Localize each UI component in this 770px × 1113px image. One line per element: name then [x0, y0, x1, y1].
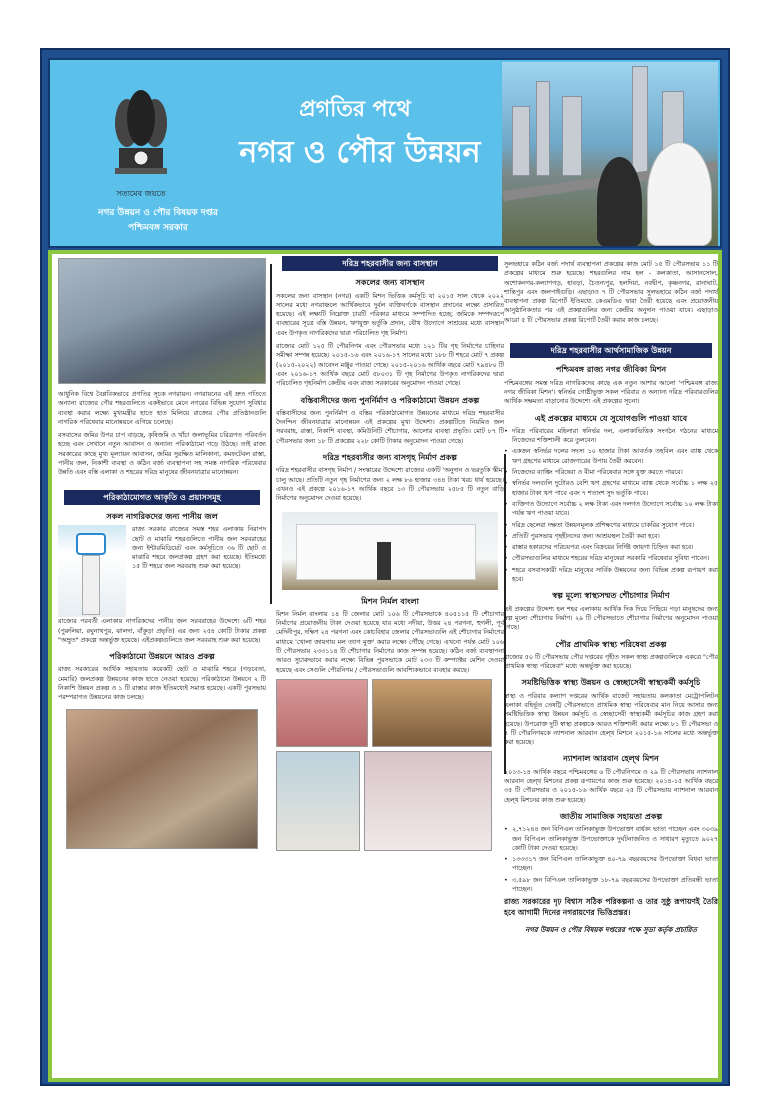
column-divider	[270, 264, 272, 604]
closing-statement: রাজ্য সরকারের দৃঢ় বিশ্বাস সঠিক পরিকল্পনা ও তার সুষ্ঠু রূপায়ণই তৈরি হবে আগামী দিনের নগরায়ণের ভিত্তিপ্রস্তর।	[504, 897, 718, 918]
heading-poor-housing: দরিদ্র শহরবাসীর জন্য বাসগৃহ নির্মাণ প্রকল্প	[323, 453, 457, 463]
mission-nirmal-bangla-text: মিশন নির্মল বাংলায় ১৪ টি জেলার মোট ১০৬ টি পৌরসভাকে ৪০৫১১৫ টি শৌচাগার নির্মাণের প্রয়োজনীয় টাকা দেওয়া হয়েছে যার মধ্যে নদীয়া, উত্তর ২৪ পরগনা, হুগলী, পূর্ব মেদিনীপুর, দক্ষিণ ২৪ পরগনা এবং কোচবিহার জেলার পৌরসভাগুলি এই শৌচাগার নির্মাণের মাধ্যমে 'খোলা জায়গায় মল ত্যাগ মুক্ত' করার লক্ষ্যে পৌঁছে গেছে। এখনো পর্যন্ত মোট ১০৬ টি পৌরসভায় ২৩৩১১৪ টি শৌচাগার নির্মাণের কাজ সম্পন্ন হয়েছে। কঠিন বর্জ্য ব্যবস্থাপনা আরও সুচারুভাবে করার লক্ষ্যে বিভিন্ন পুরসভাকে মোট ২৩৩ টি কম্প্যাক্টর মেশিন দেওয়া হয়েছে এবং সেগুলি পৌরনিগম / পৌরসভাগুলি আবশ্যিকভাবে ব্যবহার করছে।	[276, 610, 504, 674]
list-item: • একজন স্বনির্ভর দলের সদস্য ১০ হাজার টাকা আবর্তক তহবিল এবং ব্যাঙ্ক থেকে ঋণ গ্রহণের মাধ্যমে রোজগারের উপায় তৈরী করবেন।	[504, 447, 718, 466]
drinking-water-text: রাজ্য সরকার রাজ্যের সমস্ত শহর এলাকায় নিরাপদ ছোট ও মাঝারি শহরগুলিতে পানীয় জল সরবরাহের জন্য ইন্টারমিডিয়েট এবং কর্মসূচিতে ৩৬ টি ছোট ও মাঝারি শহরে জলপ্রকল্প গ্রহণ করা হয়েছে। ইতিমধ্যে ১৫ টি শহরে জল সরবরাহ শুরু করা হয়েছে।	[132, 526, 266, 571]
section-bar-infrastructure: পরিকাঠামোগত আকৃতি ও প্রয়াসসমূহ	[64, 490, 260, 505]
heading-low-cost-toilets: স্বল্প মূল্যে স্বাস্থ্যসম্মত শৌচাগার নির্মাণ	[552, 591, 670, 601]
heading-benefits: এই প্রকল্পের মাধ্যমে যে সুযোগগুলি পাওয়া যাবে	[534, 413, 688, 423]
more-infrastructure-text: রাজ্য সরকারের আর্থিক সহায়তায় কয়েকটি ছোট ও মাঝারি শহরে (গড়বেতা, মেমারি) জলপ্রকল্প উন্নয়নের কাজ হাতে নেওয়া হয়েছে। পরিকাঠামো উন্নয়নে ২ টি নিকাশি উন্নয়ন প্রকল্প ও ১ টি রাস্তার কাজ ইতিমধ্যেই সমাপ্ত হয়েছে। একটি পুরসভায় পরম্পরাগত উন্নয়নের কাজ চলছে।	[58, 666, 266, 702]
health-worker-photo	[276, 679, 368, 747]
list-item: • শহরে বসবাসকারী দরিদ্র মানুষের সার্বিক উন্নয়নের জন্য বিভিন্ন প্রকল্প রূপায়ণ করা হবে।	[504, 566, 718, 585]
low-cost-toilets-text: এই প্রকল্পের উদ্দেশ্য হল শহর এলাকায় আর্থিক দিক দিয়ে পিছিয়ে পড়া মানুষদের জন্য স্বল্প মূল্যে শৌচাগার নির্মাণ। ২৯ টি পৌরসভাতে শৌচাগার নির্মাণের অনুমোদন পাওয়া গেছে।	[504, 605, 718, 632]
flyover-photo	[58, 258, 266, 384]
drinking-water-text-2: রাজ্যের পরবর্তী এলাকায় নাগরিকদের পানীয় জল সরবরাহের উদ্দেশ্যে ৬টি শহর (পুরুলিয়া, রঘুনাথপুর, ঝালদা, বাঁকুড়া প্রভৃতি) এর জন্য ২৫৪ কোটি টাকার প্রকল্প "অম্রুত" প্রকল্পে অন্তর্ভুক্ত হয়েছে। এইপ্রকল্পগুলিতে জল সরবরাহ শুরু করা হয়েছে।	[58, 618, 266, 644]
slum-redevelopment-text: বস্তিবাসীদের জন্য পুনর্নির্মাণ ও বস্তির পরিকাঠামোগত উন্নয়নের মাধ্যমে দরিদ্র শহরবাসীর দৈনন্দিন জীবনযাত্রার মানোন্নয়ন এই প্রকল্পের মুখ্য উদ্দেশ্য। প্রকল্পটিতে নিয়মিত জল সরবরাহ, রাস্তা, নিকাশি ব্যবস্থা, কমিউনিটি শৌচাগার, আলোর ব্যবস্থা প্রভৃতি। মোট ৮৭ টি পৌরসভার জন্য ১৮ টি প্রকল্পের ২২৮ কোটি টাকার অনুমোদন পাওয়া গেছে।	[276, 409, 504, 445]
community-health-text: স্বাস্থ্য ও পরিবার কল্যাণ দপ্তরের আর্থিক বাজেট সহায়তায় কলকাতা মেট্রোপলিটন এলাকা বহির্ভূত তেষট্টি পৌরসভাতে প্রাথমিক স্বাস্থ্য পরিষেবার মান নিয়ে আসার জন্য সমষ্টিভিত্তিক স্বাস্থ্য উন্নয়ন কর্মসূচি ও স্বেচ্ছাসেবী স্বাস্থ্যকর্মী কর্মসূচির কাজ গ্রহণ করা হয়েছে। উপরোক্ত দুটি স্বাস্থ্য প্রকল্পকে আরও শক্তিশালী করার লক্ষ্যে ৮১ টি পৌরসভা ও ৭ টি পৌরনিগমকে ন্যাশনাল আরবান হেল্থ মিশনে ২০১৫-১৬ সালের মধ্যে অন্তর্ভুক্ত করা হয়েছে।	[504, 692, 718, 747]
heading-slum-redevelopment: বস্তিবাসীদের জন্য পুনর্নির্মাণ ও পরিকাঠামো উন্নয়ন প্রকল্প	[300, 395, 480, 405]
livelihood-photo	[276, 751, 360, 851]
publisher-footer: নগর উন্নয়ন ও পৌর বিষয়ক দপ্তরের পক্ষে সুডা কর্তৃক প্রচারিত	[525, 926, 697, 935]
government-line: পশ্চিমবঙ্গ সরকার	[128, 223, 188, 233]
list-item: • স্বনির্ভর দলগুলি দুটোরও বেশি ঋণ গ্রহণের মাধ্যমে ব্যাঙ্ক থেকে সর্বোচ্চ ১ লক্ষ ২৫ হাজার টাকা ঋণ পাবে এবং ৭ শতাংশ সুদ ভর্তুকি পাবে।	[504, 479, 718, 498]
social-assistance-list	[504, 825, 718, 894]
emblem-motto: সত্যমেব জয়তে	[116, 189, 166, 198]
department-line: নগর উন্নয়ন ও পৌর বিষয়ক দপ্তর	[98, 208, 218, 218]
heading-housing-for-all: সকলের জন্য বাসস্থান	[355, 278, 425, 288]
department-name	[58, 206, 258, 236]
content-area	[48, 250, 722, 1082]
intro-paragraph-2: বসবাসের জমির উপর চাপ বাড়ছে, কৃষিজমি ও খাঁচা জলাভূমির চরিত্রগত পরিবর্তন হচ্ছে এবং সেখানে নতুন আবাসন ও অন্যান্য পরিকাঠামো গড়ে উঠছে। তাই রাজ্য সরকারের কাছে মুখ্য মূল্যায়ন আবাসন, জমির সুরক্ষিত মালিকানা, কমফটেবল রাস্তা, পানীয় জল, নিকাশী ব্যবস্থা ও কঠিন বর্জ্য ব্যবস্থাপনা সহ সমস্ত নাগরিক পরিষেবার উন্নতি এবং বস্তি এলাকা ও শহরের দরিদ্র মানুষের জীবনযাত্রার মানোন্নয়ন।	[58, 432, 266, 477]
community-meeting-photo	[66, 709, 258, 849]
heading-livelihood-mission: পশ্চিমবঙ্গ রাজ্য নগর জীবিকা মিশন	[555, 365, 667, 375]
list-item: • ২,৭১২৪৪ জন বিপিএল তালিকাভুক্ত উপভোক্তা বার্ধক্য ভাতা পাচ্ছেন এবং ৩০৩৯ জন বিপিএল তালিকাভুক্ত উপভোক্তাকে দুর্ঘটনাজনিত ও সাধারণ মৃত্যুতে ৯০২৭ কোটি টাকা দেওয়া হয়েছে।	[504, 825, 718, 853]
section-bar-socioeconomic: দরিদ্র শহরবাসীর আর্থসামাজিক উন্নয়ন	[510, 343, 712, 358]
primary-health-text: রাজ্যের ৫০ টি পৌরসভায় পৌর দপ্তরের গৃহীত সকল স্বাস্থ্য প্রকল্পগুলিকে একত্রে "পৌর প্রাথমিক স্বাস্থ্য পরিষেবা" মধ্যে অন্তর্ভুক্ত করা হয়েছে।	[504, 653, 718, 671]
section-bar-housing: দরিদ্র শহরবাসীর জন্য বাসস্থান	[282, 256, 498, 271]
list-item: • রাস্তার হকারদের পরিচয়পত্র এবং বিক্রয়ের নির্দিষ্ট জায়গা চিহ্নিত করা হবে।	[504, 543, 718, 552]
solid-waste-text: সুলভহারে কঠিন বর্জ্য পদার্থ ব্যবস্থাপনা প্রকল্পের কাজ মোট ১৫ টি পৌরসভায় ১১ টি প্রকল্পের মাধ্যমে শুরু হয়েছে। শহরগুলির নাম হল - কলকাতা, আসানসোল, অশোকনগর-কল্যাণগড়, হাবড়া, চৈতন্যপুর, হলদিয়া, নবদ্বীপ, কৃষ্ণনগর, রানাঘাট, শান্তিপুর এবং জলপাইগুড়ি। এছাড়াও ৭ টি পৌরসভার সুলভহারে কঠিন বর্জ্য পদার্থ ব্যবস্থাপনা প্রকল্প রিপোর্ট ইতিমধ্যে কেএমডিএ দ্বারা তৈরী হয়েছে এবং প্রয়োজনীয় আনুষ্ঠানিকতার পর এই প্রকল্পগুলির জন্য কেন্দ্রীয় অনুদান পাওয়া যাবে। এছাড়াও আরো ৫ টি পৌরসভার প্রকল্প রিপোর্ট তৈরী করার কাজ চলছে।	[504, 261, 718, 324]
heading-more-infrastructure: পরিকাঠামো উন্নয়নে আরও প্রকল্প	[109, 652, 215, 662]
benefits-list	[504, 427, 718, 584]
list-item: • ব্যক্তিগত উদ্যোগে সর্বোচ্চ ২ লক্ষ টাকা এবং দলগত উদ্যোগে সর্বোচ্চ ১০ লক্ষ টাকা পর্যন্ত ঋণ পাওয়া যাবে।	[504, 500, 718, 519]
list-item: • ৩,৫৯৮ জন বিপিএল তালিকাভুক্ত ১৮-৭৯ বছরবয়সের উপভোক্তা প্রতিবন্ধী ভাতা পাচ্ছেন।	[504, 876, 718, 895]
pension-card-photo	[372, 679, 492, 747]
column-middle	[276, 254, 504, 851]
title-line-2: নগর ও পৌর উন্নয়ন	[239, 135, 481, 170]
title-line-1: প্রগতির পথে	[299, 97, 411, 122]
toilet-building-photo	[282, 512, 498, 590]
caption-mission-nirmal-bangla: মিশন নির্মল বাংলা	[361, 596, 419, 606]
livelihood-mission-text: পশ্চিমবঙ্গের সমস্ত দরিদ্র নাগরিকদের কাছে এক নতুন আশার আলো 'পশ্চিমবঙ্গ রাজ্য নগর জীবিকা মিশন'। স্বনির্ভর গোষ্ঠীভুক্ত সকল পরিবার ও অন্যান্য দরিদ্র পরিবারগুলির আর্থিক সক্ষমতা বাড়ানোর উদ্দেশ্যে এই প্রকল্পের সূচনা।	[504, 379, 718, 406]
column-left	[58, 254, 266, 849]
list-item: • দরিদ্র ছেলেরা দক্ষতা উন্নয়নমূলক প্রশিক্ষণের মাধ্যমে চাকরির সুযোগ পাবে।	[504, 521, 718, 530]
column-right	[504, 254, 718, 936]
intro-paragraph: আধুনিক বিশ্বে বৈপ্লবিকভাবে প্রগতির সূচক নগরায়ন। নগরায়নের এই দ্রুত গতিতে অন্যান্য রাজ্যের পৌর শহরগুলিতে একইভাবে মেনে নগরের বিভিন্ন সুযোগ সুবিধার ব্যবস্থা করার লক্ষ্যে মুখ্যমন্ত্রীর হাতে হাত মিলিয়ে রাজ্যের পৌর প্রতিষ্ঠানগুলি নাগরিক পরিষেবার মানোন্নয়নে এগিয়ে চলেছে।	[58, 391, 266, 426]
list-item: • ১৩৩৩১৭ জন বিপিএল তালিকাভুক্ত ৪০-৭৯ বছরবয়সের উপভোক্তা বিধবা ভাতা পাচ্ছেন।	[504, 855, 718, 874]
poor-housing-text: দরিদ্র শহরবাসীর বাসগৃহ নির্মাণ / সংস্কারের উদ্দেশ্যে রাজ্যের একটি 'অনুদান ও ভরতুকি স্কীম' চালু আছে। প্রতিটি নতুন গৃহ নির্মাণের জন্য ২ লক্ষ ৮৬ হাজার ৩৪৪ টাকা খরচ ধার্য হয়েছে। এখনও এই প্রকল্পে ২০১৬-১৭ আর্থিক বছরে ১৩ টি পৌরসভায় ২৫৮৫ টি নতুন বাড়ি নির্মাণের অনুমোদন দেওয়া হয়েছে।	[276, 467, 504, 503]
heading-social-assistance: জাতীয় সামাজিক সহায়তা প্রকল্প	[559, 811, 663, 821]
list-item: • প্রতিটি পুরসভায় গৃহহীনদের জন্য আশ্রয়স্থল তৈরী করা হবে।	[504, 532, 718, 541]
housing-for-all-text-2: রাজ্যের মোট ১২৫ টি পৌরনিগম এবং পৌরসভার মধ্যে ১২১ টির গৃহ নির্মাণের চাহিদার সমীক্ষা সম্পন্ন হয়েছে। ২০১৫-১৬ এবং ২০১৬-১৭ সালের মধ্যে ১৮৮ টি শহরে মোট ৭ প্রকল্প (২০১৫-২০২২) আবেদন মঞ্জুর পাওয়া গেছে। ২০১৫-২০১৬ আর্থিক বছরে মোট ৭৯৪৮০ টি এবং ২০১৬-১৭ আর্থিক বছরে মোট ৫৮০৩১ টি গৃহ নির্মাণের উপকৃত নাগরিকদের দ্বারা পরিচালিত গৃহনির্মাণ কেন্দ্রীয় এবং রাজ্য সরকারের অনুমোদন পাওয়া গেছে।	[276, 343, 504, 388]
heading-community-health: সমষ্টিভিত্তিক স্বাস্থ্য উন্নয়ন ও স্বেচ্ছাসেবী স্বাস্থ্যকর্মী কর্মসূচি	[521, 678, 701, 688]
nurse-patient-photo	[364, 751, 492, 851]
nuhm-text: ২০১৩-১৪ আর্থিক বছরে পশ্চিমবঙ্গের ৬ টি পৌরনিগমে ও ২৯ টি পৌরসভায় ন্যাশনাল আরবান হেল্থ মিশনের প্রকল্প রূপায়ণের কাজ শুরু হয়েছে। ২০১৪-১৫ আর্থিক বছরে ৩৫ টি পৌরসভায় ও ২০১৫-১৬ আর্থিক বছরে ২৫ টি পৌরসভায় ন্যাশনাল আরবান হেল্থ মিশনের কাজ শুরু হয়েছে।	[504, 768, 718, 804]
heading-primary-health: পৌর প্রাথমিক স্বাস্থ্য পরিষেবা প্রকল্প	[555, 639, 667, 649]
housing-for-all-text: সকলের জন্য বাসস্থান (নগর) একটি মিশন ভিত্তিক কর্মসূচি যা ২০১৫ সাল থেকে ২০২২ সালের মধ্যে নগরাঞ্চলে আর্থিকভাবে দুর্বল ব্যক্তিবর্গকে বাসস্থান প্রদানের লক্ষ্যে প্রসারিত হয়েছে। এই লক্ষ্যটি নিম্নোক্ত চারটি পরিকার মাধ্যমে সম্পাদিত হচ্ছে; জমিকে সম্পদরূপে ব্যবহারের সূত্রে বস্তি উন্নয়ন, ঋণযুক্ত ভর্তুকি প্রদান, যৌথ উদ্যোগে সাশ্রয়ের মধ্যে বাসস্থান এবং উপকৃত নাগরিকদের দ্বারা পরিচালিত গৃহ নির্মাণ।	[276, 292, 504, 337]
water-tank-photo	[58, 525, 126, 617]
city-leaders-photo	[502, 62, 718, 246]
ashoka-emblem-icon	[105, 88, 177, 188]
heading-nuhm: ন্যাশনাল আরবান হেল্থ মিশন	[563, 754, 659, 764]
list-item: • নিজেদের ব্যাঙ্কিং পরিষেবা ও বীমা পরিষেবার সঙ্গে যুক্ত করতে পারবে।	[504, 468, 718, 477]
list-item: • দরিদ্র পরিবারের মহিলারা স্বনির্ভর দল, এলাকাভিত্তিক সংগঠন গঠনের মাধ্যমে নিজেদের শক্তিশালী করে তুলবেন।	[504, 427, 718, 446]
list-item: • পৌরসভাগুলির মাধ্যমে শহরের দরিদ্র মানুষেরা সরকারি পরিষেবার সুবিধা পাবেন।	[504, 554, 718, 563]
header-banner	[48, 58, 722, 248]
heading-drinking-water: সকল নাগরিকদের জন্য পানীয় জল	[106, 511, 218, 521]
